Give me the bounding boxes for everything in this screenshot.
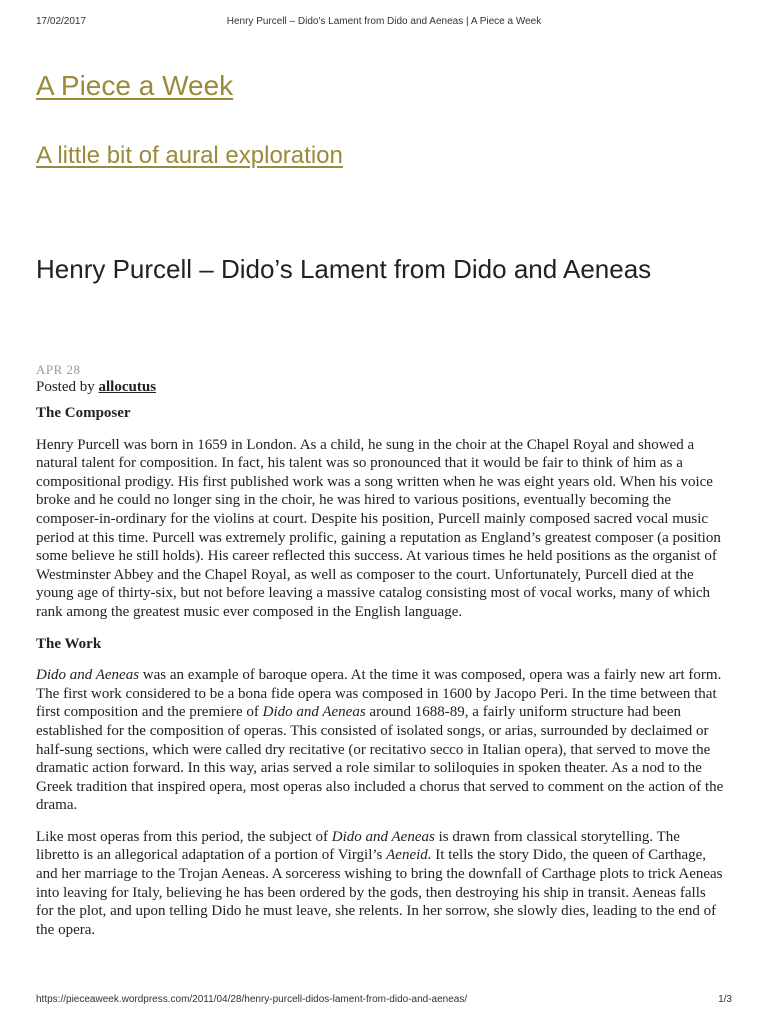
print-url: https://pieceaweek.wordpress.com/2011/04/28/henry-purcell-didos-lament-from-dido-and-aeneas/	[36, 994, 468, 1005]
print-document-title: Henry Purcell – Dido's Lament from Dido and Aeneas | A Piece a Week	[226, 16, 542, 27]
paragraph-text: is drawn from classical storytelling. The libretto is an allegorical adaptation of a portion of Virgil’s	[36, 828, 680, 864]
post-title: Henry Purcell – Dido’s Lament from Dido and Aeneas	[36, 254, 652, 284]
work-title-italic: Dido and Aeneas	[36, 667, 140, 684]
site-title-link[interactable]: A Piece a Week	[36, 70, 234, 101]
paragraph-work-2	[36, 828, 726, 940]
work-title-italic: Dido and Aeneas	[262, 704, 366, 721]
author-link[interactable]: allocutus	[98, 379, 157, 395]
paragraph-composer: Henry Purcell was born in 1659 in London. As a child, he sung in the choir at the Chapel Royal and showed a natural talent for composition. In fact, his talent was so pronounced that it would be fair to think of him as a compositional prodigy. His first published work was a song written when he was eight years old. When his voice broke and he could no longer sing in the choir, he was hired to various positions, eventually becoming the composer-in-ordinary for the violins at court. Despite his position, Purcell mainly composed sacred vocal music period at this time. Purcell was extremely prolific, gaining a reputation as England’s greatest composer (a position some believe he still holds). His career reflected this success. At various times he held positions as the organist of Westminster Abbey and the Chapel Royal, as well as composer to the court. Unfortunately, Purcell died at the young age of thirty-six, but not before leaving a massive catalog consisting most of vocal works, many of which rank among the greatest music ever composed in the English language.	[36, 436, 721, 620]
page-number: 1/3	[718, 994, 732, 1005]
post-date: APR 28	[36, 362, 81, 377]
work-title-italic: Dido and Aeneas	[331, 828, 435, 845]
paragraph-text: Like most operas from this period, the subject of	[36, 828, 332, 845]
paragraph-work-1	[36, 666, 726, 815]
section-heading-work: The Work	[36, 635, 102, 652]
aeneid-title-italic: Aeneid.	[386, 847, 432, 864]
site-tagline-link[interactable]: A little bit of aural exploration	[36, 142, 343, 169]
section-heading-composer: The Composer	[36, 405, 131, 421]
post-content	[36, 404, 726, 952]
paragraph-text: was an example of baroque opera. At the time it was composed, opera was a fairly new art form. The first work considered to be a bona fide opera was composed in 1600 by Jacopo Peri. In the time between that first composition and the premiere of	[36, 667, 722, 721]
post-byline	[36, 379, 156, 396]
print-date: 17/02/2017	[36, 16, 87, 27]
paragraph-text: It tells the story Dido, the queen of Carthage, and her marriage to the Trojan Aeneas. A sorceress wishing to bring the downfall of Carthage plots to trick Aeneas into leaving for Italy, believing he has been ordered by the gods, then destroying his ship in transit. Aeneas falls for the plot, and upon telling Dido he must leave, she relents. In her sorrow, she slowly dies, leading to the end of the opera.	[36, 847, 723, 938]
paragraph-text: around 1688-89, a fairly uniform structure had been established for the composition of operas. This consisted of isolated songs, or arias, surrounded by declaimed or half-sung sections, which were called dry recitative (or recitativo secco in Italian opera), that served to move the dramatic action forward. In this way, arias served a role similar to soliloquies in spoken theater. As a nod to the Greek tradition that inspired opera, most operas also included a chorus that served to comment on the action of the drama.	[36, 704, 724, 814]
posted-by-label: Posted by	[36, 379, 95, 395]
